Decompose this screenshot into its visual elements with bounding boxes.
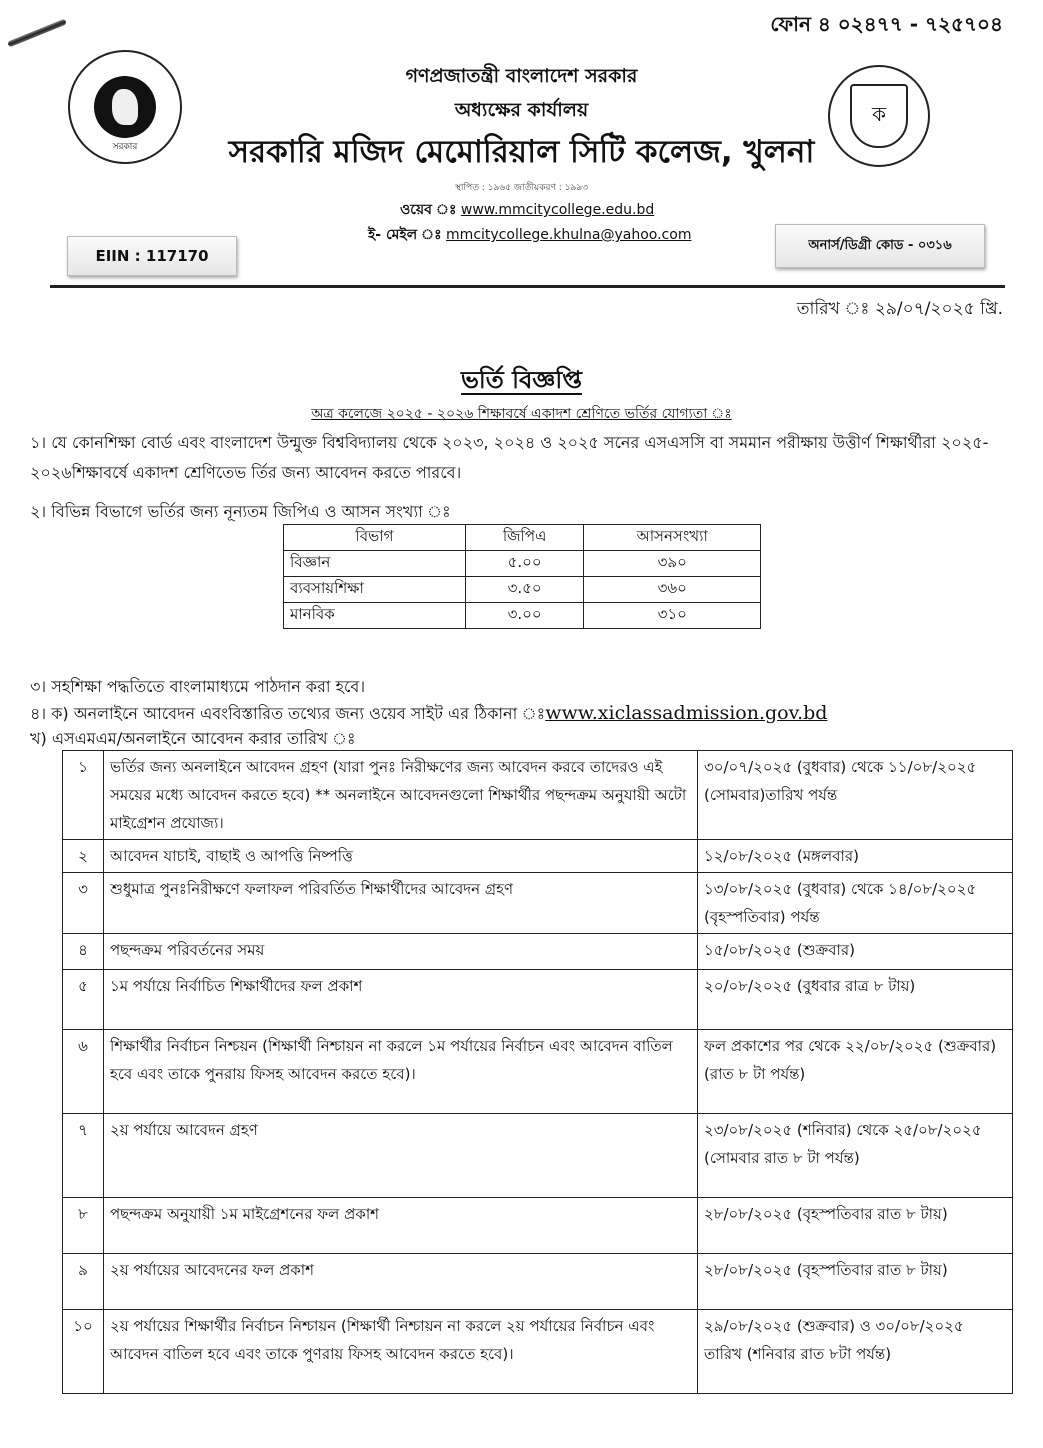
website-label: ওয়েব ঃ	[400, 202, 457, 218]
department: ব্যবসায়শিক্ষা	[284, 577, 466, 603]
table-row	[63, 934, 1013, 970]
government-name: গণপ্রজাতন্ত্রী বাংলাদেশ সরকার	[405, 65, 638, 87]
schedule-date: ২৮/০৮/২০২৫ (বৃহস্পতিবার রাত ৮ টায়)	[698, 1198, 1013, 1254]
email-line	[368, 223, 708, 247]
serial: ৮	[63, 1198, 104, 1254]
notice-title	[0, 362, 1043, 402]
header-department: বিভাগ	[284, 525, 466, 551]
notice-subtitle	[0, 402, 1043, 426]
phone-number: ফোন ৪ ০২৪৭৭ - ৭২৫৭০৪	[770, 12, 1003, 36]
college-name: সরকারি মজিদ মেমোরিয়াল সিটি কলেজ, খুলনা	[228, 134, 815, 170]
eligibility-point-1: ১। যে কোনশিক্ষা বোর্ড এবং বাংলাদেশ উন্মুক্ত বিশ্ববিদ্যালয় থেকে ২০২৩, ২০২৪ ও ২০২৫ সনের এসএসসি বা সমমান পরীক্ষায় উত্তীর্ণ শিক্ষার্থীরা ২০২৫- ২০২৬শিক্ষাবর্ষে একাদশ শ্রেণিতেভ র্তির জন্য আবেদন করতে পারবে।	[30, 433, 989, 482]
serial: ২	[63, 840, 104, 873]
header-seats: আসনসংখ্যা	[584, 525, 761, 551]
honours-code-badge: অনার্স/ডিগ্রী কোড - ০৩১৬	[775, 224, 985, 268]
task: ভর্তির জন্য অনলাইনে আবেদন গ্রহণ (যারা পুনঃ নিরীক্ষণের জন্য আবেদন করবে তাদেরও এই সময়ের মধ্যে আবেদন করতে হবে) ** অনলাইনে আবেদনগুলো শিক্ষার্থীর পছন্দক্রম অনুযায়ী অটো মাইগ্রেশন প্রযোজ্য।	[104, 751, 698, 840]
task: ১ম পর্যায়ে নির্বাচিত শিক্ষার্থীদের ফল প্রকাশ	[104, 970, 698, 1030]
table-row	[284, 577, 761, 603]
serial: ৩	[63, 873, 104, 934]
schedule-date: ২০/০৮/২০২৫ (বুধবার রাত্র ৮ টায়)	[698, 970, 1013, 1030]
seats: ৩৯০	[584, 551, 761, 577]
email-label: ই- মেইল ঃ	[368, 227, 442, 243]
schedule-date: ২৮/০৮/২০২৫ (বৃহস্পতিবার রাত ৮ টায়)	[698, 1254, 1013, 1310]
eiin-badge: EIIN : 117170	[67, 236, 237, 276]
table-row	[63, 970, 1013, 1030]
gpa: ৩.০০	[465, 603, 584, 629]
serial: ৯	[63, 1254, 104, 1310]
schedule-date: ২৩/০৮/২০২৫ (শনিবার) থেকে ২৫/০৮/২০২৫ (সোমবার রাত ৮ টা পর্যন্ত)	[698, 1114, 1013, 1198]
website-line	[400, 198, 700, 222]
seats: ৩৬০	[584, 577, 761, 603]
header-divider	[50, 285, 1005, 288]
instruction-point-3: ৩। সহশিক্ষা পদ্ধতিতে বাংলামাধ্যমে পাঠদান করা হবে।	[30, 677, 366, 696]
table-row	[63, 1310, 1013, 1394]
task: পছন্দক্রম অনুযায়ী ১ম মাইগ্রেশনের ফল প্রকাশ	[104, 1198, 698, 1254]
notice-date: তারিখ ঃ ২৯/০৭/২০২৫ খ্রি.	[796, 299, 1003, 319]
task: শিক্ষার্থীর নির্বাচন নিশ্চয়ন (শিক্ষার্থী নিশ্চায়ন না করলে ১ম পর্যায়ের নির্বাচন এবং আবেদন বাতিল হবে এবং তাকে পুনরায় ফিসহ আবেদন করতে হবে)।	[104, 1030, 698, 1114]
serial: ১০	[63, 1310, 104, 1394]
seal-text: সরকার	[112, 142, 138, 152]
schedule-date: ১২/০৮/২০২৫ (মঙ্গলবার)	[698, 840, 1013, 873]
schedule-date: ২৯/০৮/২০২৫ (শুক্রবার) ও ৩০/০৮/২০২৫ তারিখ (শনিবার রাত ৮টা পর্যন্ত)	[698, 1310, 1013, 1394]
table-row	[63, 1198, 1013, 1254]
table-row	[63, 873, 1013, 934]
task: শুধুমাত্র পুনঃনিরীক্ষণে ফলাফল পরিবর্তিত শিক্ষার্থীদের আবেদন গ্রহণ	[104, 873, 698, 934]
table-row	[63, 1114, 1013, 1198]
table-row	[63, 1254, 1013, 1310]
serial: ৬	[63, 1030, 104, 1114]
task: ২য় পর্যায়ের শিক্ষার্থীর নির্বাচন নিশ্চায়ন (শিক্ষার্থী নিশ্চায়ন না করলে ২য় পর্যায়ের নির্বাচন এবং আবেদন বাতিল হবে এবং তাকে পুণরায় ফিসহ আবেদন করতে হবে)।	[104, 1310, 698, 1394]
department: মানবিক	[284, 603, 466, 629]
notice-title-text: ভর্তি বিজ্ঞপ্তি	[461, 366, 582, 394]
serial: ১	[63, 751, 104, 840]
gpa-seat-table	[283, 524, 761, 629]
task: আবেদন যাচাই, বাছাই ও আপত্তি নিষ্পত্তি	[104, 840, 698, 873]
header-gpa: জিপিএ	[465, 525, 584, 551]
admission-schedule-table	[62, 750, 1013, 1394]
table-row	[284, 551, 761, 577]
gpa: ৫.০০	[465, 551, 584, 577]
schedule-date: ১৫/০৮/২০২৫ (শুক্রবার)	[698, 934, 1013, 970]
table-row	[63, 751, 1013, 840]
task: পছন্দক্রম পরিবর্তনের সময়	[104, 934, 698, 970]
office-name: অধ্যক্ষের কার্যালয়	[454, 99, 589, 121]
instruction-point-4b: খ) এসএমএম/অনলাইনে আবেদন করার তারিখ ঃ	[30, 729, 356, 748]
table-row	[284, 603, 761, 629]
serial: ৭	[63, 1114, 104, 1198]
admission-website-link[interactable]: www.xiclassadmission.gov.bd	[545, 702, 828, 724]
website-instruction: ৪। ক) অনলাইনে আবেদন এবংবিস্তারিত তথ্যের জন্য ওয়েব সাইট এর ঠিকানা ঃ	[30, 704, 546, 723]
email-link[interactable]: mmcitycollege.khulna@yahoo.com	[446, 227, 692, 243]
gpa: ৩.৫০	[465, 577, 584, 603]
pen-mark	[7, 19, 67, 48]
schedule-date: ১৩/০৮/২০২৫ (বুধবার) থেকে ১৪/০৮/২০২৫ (বৃহস্পতিবার) পর্যন্ত	[698, 873, 1013, 934]
established-info: স্থাপিত : ১৯৬৫ জাতীয়করণ : ১৯৯৩	[454, 183, 589, 193]
seats: ৩১০	[584, 603, 761, 629]
table-row	[63, 840, 1013, 873]
serial: ৪	[63, 934, 104, 970]
website-link[interactable]: www.mmcitycollege.edu.bd	[460, 202, 655, 218]
serial: ৫	[63, 970, 104, 1030]
task: ২য় পর্যায়ের আবেদনের ফল প্রকাশ	[104, 1254, 698, 1310]
department: বিজ্ঞান	[284, 551, 466, 577]
schedule-date: ফল প্রকাশের পর থেকে ২২/০৮/২০২৫ (শুক্রবার) (রাত ৮ টা পর্যন্ত)	[698, 1030, 1013, 1114]
notice-subtitle-text: অত্র কলেজে ২০২৫ - ২০২৬ শিক্ষাবর্ষে একাদশ শ্রেণিতে ভর্তির যোগ্যতা ঃ	[311, 406, 732, 422]
table-row	[63, 1030, 1013, 1114]
task: ২য় পর্যায়ে আবেদন গ্রহণ	[104, 1114, 698, 1198]
shield-icon: ক	[850, 84, 908, 148]
schedule-date: ৩০/০৭/২০২৫ (বুধবার) থেকে ১১/০৮/২০২৫ (সোমবার)তারিখ পর্যন্ত	[698, 751, 1013, 840]
eligibility-point-2: ২। বিভিন্ন বিভাগে ভর্তির জন্য নূন্যতম জিপিএ ও আসন সংখ্যা ঃ	[30, 502, 451, 521]
table-header-row	[284, 525, 761, 551]
